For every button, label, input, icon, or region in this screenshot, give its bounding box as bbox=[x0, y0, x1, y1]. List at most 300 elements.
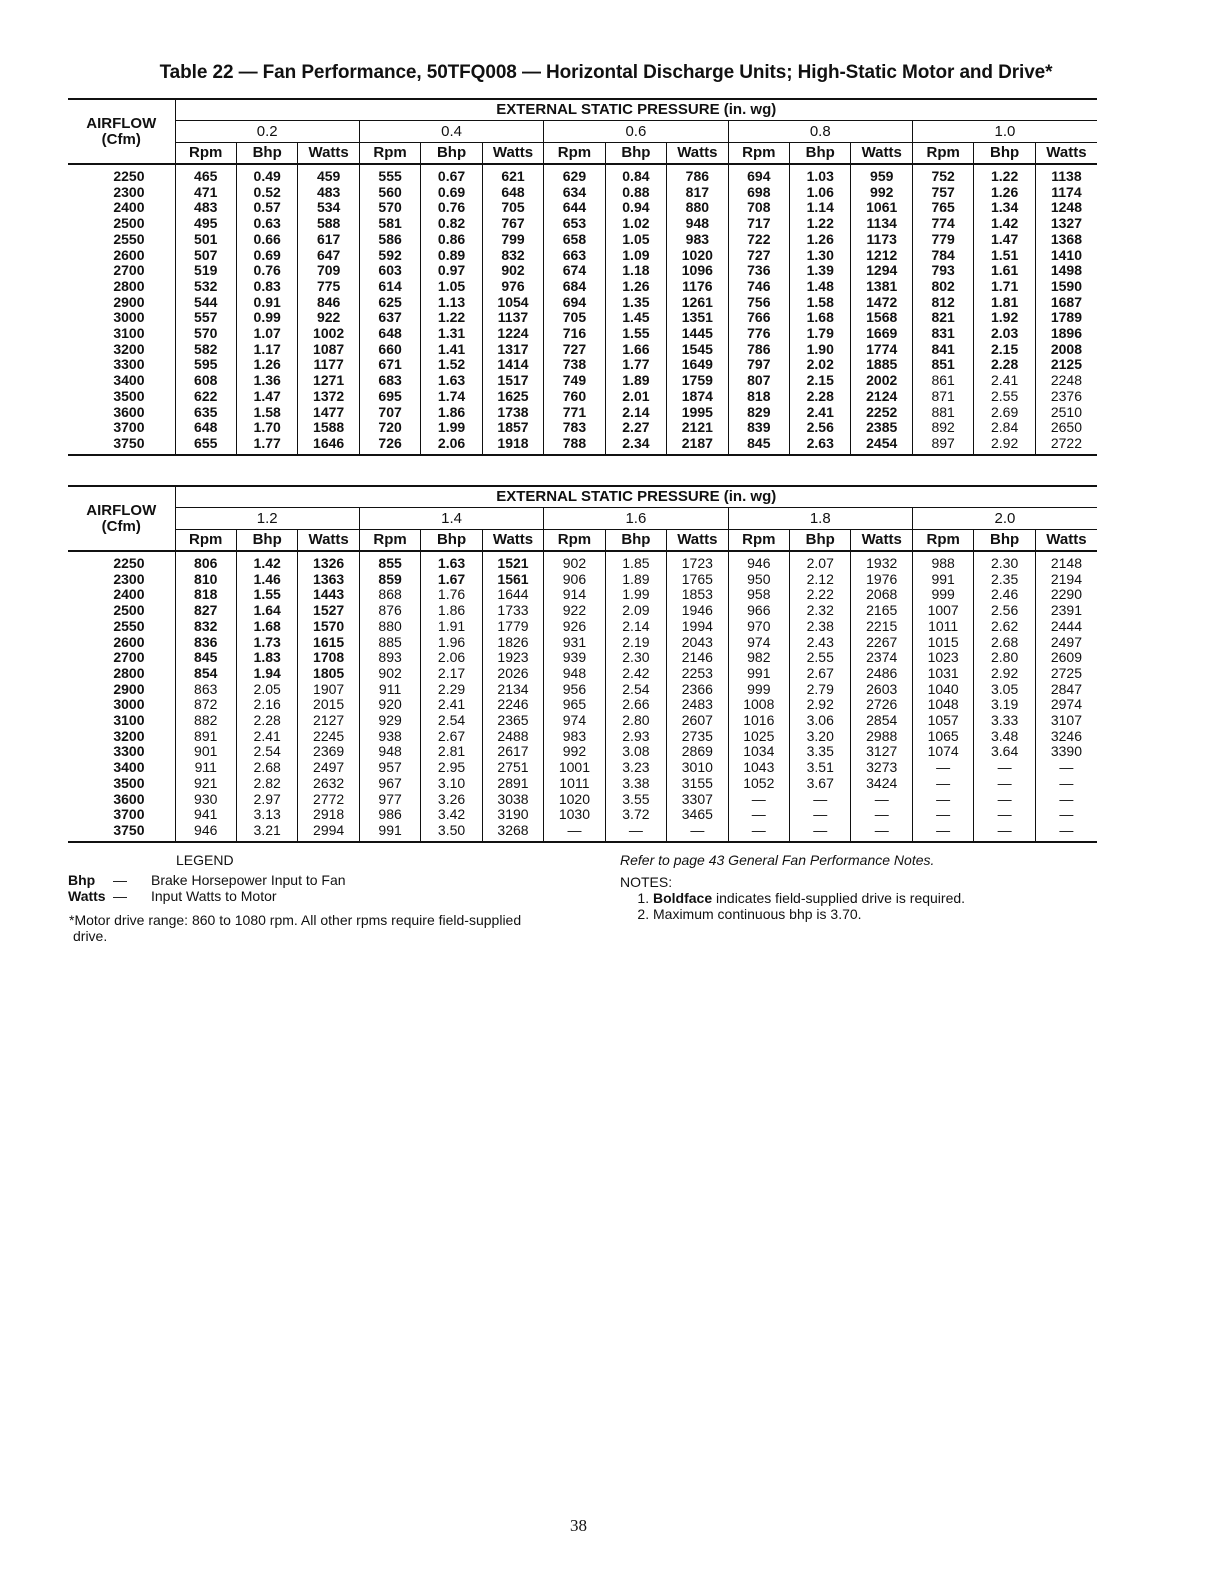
table-cell: — bbox=[974, 760, 1035, 776]
table-cell: 1723 bbox=[667, 551, 728, 572]
table-cell: 3.67 bbox=[790, 776, 851, 792]
table-cell: 893 bbox=[359, 650, 420, 666]
table-cell: 1644 bbox=[482, 587, 543, 603]
airflow-cell: 3200 bbox=[113, 727, 145, 744]
table-cell: 1176 bbox=[667, 279, 728, 295]
table-cell: 1023 bbox=[912, 650, 973, 666]
table-cell: 507 bbox=[175, 248, 236, 264]
column-header: Rpm bbox=[544, 143, 605, 165]
table-cell: 793 bbox=[912, 263, 973, 279]
table-cell: 1805 bbox=[298, 666, 359, 682]
table-cell: 1649 bbox=[667, 357, 728, 373]
table-cell: 2245 bbox=[298, 729, 359, 745]
table-cell: 832 bbox=[175, 619, 236, 635]
table-cell: 671 bbox=[359, 357, 420, 373]
table-cell: 3.13 bbox=[236, 807, 297, 823]
table-cell: 0.76 bbox=[236, 263, 297, 279]
table-cell: 2391 bbox=[1035, 603, 1097, 619]
table-cell: 2026 bbox=[482, 666, 543, 682]
table-cell: 570 bbox=[175, 326, 236, 342]
column-header: Bhp bbox=[790, 530, 851, 552]
table-cell: 698 bbox=[728, 185, 789, 201]
legend-text: Brake Horsepower Input to Fan bbox=[151, 872, 346, 888]
table-cell: 749 bbox=[544, 373, 605, 389]
table-cell: 977 bbox=[359, 792, 420, 808]
table-cell: 2.14 bbox=[605, 619, 666, 635]
table-cell: 839 bbox=[728, 420, 789, 436]
table-cell: 2510 bbox=[1035, 405, 1097, 421]
table-cell: — bbox=[974, 823, 1035, 842]
table-cell: 863 bbox=[175, 682, 236, 698]
notes-reference: Refer to page 43 General Fan Performance Notes. bbox=[620, 852, 935, 868]
table-cell: 1326 bbox=[298, 551, 359, 572]
table-cell: 1363 bbox=[298, 572, 359, 588]
table-cell: 3.23 bbox=[605, 760, 666, 776]
table-cell: 0.52 bbox=[236, 185, 297, 201]
table-cell: 3.72 bbox=[605, 807, 666, 823]
table-cell: 2.15 bbox=[790, 373, 851, 389]
table-cell: 1138 bbox=[1035, 164, 1097, 185]
table-cell: 2187 bbox=[667, 436, 728, 455]
table-cell: 2.56 bbox=[974, 603, 1035, 619]
table-cell: 1.99 bbox=[605, 587, 666, 603]
table-cell: 1561 bbox=[482, 572, 543, 588]
pressure-value: 2.0 bbox=[912, 508, 1097, 530]
table-cell: 0.97 bbox=[421, 263, 482, 279]
table-cell: 2290 bbox=[1035, 587, 1097, 603]
table-cell: 635 bbox=[175, 405, 236, 421]
table-cell: — bbox=[1035, 807, 1097, 823]
table-cell: 880 bbox=[359, 619, 420, 635]
table-cell: 1.22 bbox=[790, 216, 851, 232]
table-cell: 906 bbox=[544, 572, 605, 588]
airflow-cell: 3500 bbox=[113, 774, 145, 791]
table-cell: — bbox=[790, 792, 851, 808]
table-cell: — bbox=[912, 792, 973, 808]
table-cell: 861 bbox=[912, 373, 973, 389]
table-cell: 644 bbox=[544, 200, 605, 216]
table-cell: 1.55 bbox=[236, 587, 297, 603]
airflow-cell: 2250 bbox=[113, 168, 145, 184]
table-cell: 1.68 bbox=[790, 310, 851, 326]
table-cell: 948 bbox=[359, 744, 420, 760]
table-row bbox=[68, 729, 1097, 745]
airflow-cell: 3400 bbox=[113, 372, 145, 389]
table-cell: 1477 bbox=[298, 405, 359, 421]
table-cell: 592 bbox=[359, 248, 420, 264]
table-cell: 695 bbox=[359, 389, 420, 405]
table-cell: 726 bbox=[359, 436, 420, 455]
table-cell: 948 bbox=[667, 216, 728, 232]
legend bbox=[68, 852, 588, 944]
table-cell: 1.05 bbox=[421, 279, 482, 295]
table-cell: 2454 bbox=[851, 436, 912, 455]
table-cell: 3.55 bbox=[605, 792, 666, 808]
table-cell: 1.81 bbox=[974, 295, 1035, 311]
table-cell: 2483 bbox=[667, 697, 728, 713]
table-row bbox=[68, 635, 1097, 651]
table-cell: 2.67 bbox=[421, 729, 482, 745]
table-row bbox=[68, 682, 1097, 698]
table-cell: 3.51 bbox=[790, 760, 851, 776]
table-cell: 1.64 bbox=[236, 603, 297, 619]
column-header-row bbox=[68, 530, 1097, 552]
table-row bbox=[68, 572, 1097, 588]
table-cell: — bbox=[851, 807, 912, 823]
table-cell: 946 bbox=[175, 823, 236, 842]
table-cell: 1.86 bbox=[421, 405, 482, 421]
table-cell: — bbox=[1035, 760, 1097, 776]
table-row bbox=[68, 216, 1097, 232]
table-cell: 3010 bbox=[667, 760, 728, 776]
table-cell: 705 bbox=[544, 310, 605, 326]
table-cell: 885 bbox=[359, 635, 420, 651]
note-item bbox=[653, 890, 1090, 906]
airflow-cell: 2500 bbox=[113, 215, 145, 232]
legend-dash: — bbox=[113, 872, 127, 888]
table-cell: 2.14 bbox=[605, 405, 666, 421]
table-cell: 946 bbox=[728, 551, 789, 572]
table-cell: 880 bbox=[667, 200, 728, 216]
airflow-cell: 2700 bbox=[113, 649, 145, 666]
table-cell: 1248 bbox=[1035, 200, 1097, 216]
table-cell: 663 bbox=[544, 248, 605, 264]
table-cell: 2125 bbox=[1035, 357, 1097, 373]
table-cell: 3273 bbox=[851, 760, 912, 776]
table-cell: 1.13 bbox=[421, 295, 482, 311]
table-cell: 3107 bbox=[1035, 713, 1097, 729]
table-cell: 0.76 bbox=[421, 200, 482, 216]
table-body bbox=[68, 551, 1097, 842]
table-cell: 991 bbox=[912, 572, 973, 588]
table-cell: 2008 bbox=[1035, 342, 1097, 358]
column-header: Rpm bbox=[544, 530, 605, 552]
pressure-row bbox=[68, 121, 1097, 143]
table-cell: — bbox=[1035, 823, 1097, 842]
table-cell: 1173 bbox=[851, 232, 912, 248]
table-cell: 892 bbox=[912, 420, 973, 436]
table-cell: 3.20 bbox=[790, 729, 851, 745]
table-cell: 2.69 bbox=[974, 405, 1035, 421]
table-cell: 603 bbox=[359, 263, 420, 279]
table-cell: 0.99 bbox=[236, 310, 297, 326]
table-cell: 1.22 bbox=[974, 164, 1035, 185]
table-cell: 2127 bbox=[298, 713, 359, 729]
table-cell: — bbox=[912, 823, 973, 842]
column-header-row bbox=[68, 143, 1097, 165]
table-cell: 0.57 bbox=[236, 200, 297, 216]
table-cell: 1517 bbox=[482, 373, 543, 389]
table-cell: 1008 bbox=[728, 697, 789, 713]
table-cell: 3.35 bbox=[790, 744, 851, 760]
table-cell: 3.42 bbox=[421, 807, 482, 823]
table-cell: 0.69 bbox=[421, 185, 482, 201]
column-header: Bhp bbox=[421, 143, 482, 165]
table-row bbox=[68, 760, 1097, 776]
table-cell: 1.77 bbox=[605, 357, 666, 373]
table-cell: 902 bbox=[544, 551, 605, 572]
table-row bbox=[68, 342, 1097, 358]
table-cell: — bbox=[851, 823, 912, 842]
table-cell: 2847 bbox=[1035, 682, 1097, 698]
table-cell: 727 bbox=[544, 342, 605, 358]
table-cell: 1857 bbox=[482, 420, 543, 436]
table-cell: 0.88 bbox=[605, 185, 666, 201]
table-cell: 3127 bbox=[851, 744, 912, 760]
table-cell: 2124 bbox=[851, 389, 912, 405]
table-cell: 1065 bbox=[912, 729, 973, 745]
table-cell: 2.12 bbox=[790, 572, 851, 588]
table-cell: 1738 bbox=[482, 405, 543, 421]
table-cell: 532 bbox=[175, 279, 236, 295]
table-cell: 1.34 bbox=[974, 200, 1035, 216]
table-row bbox=[68, 357, 1097, 373]
table-cell: 859 bbox=[359, 572, 420, 588]
note-bold: Boldface bbox=[653, 890, 713, 906]
table-cell: 948 bbox=[544, 666, 605, 682]
table-cell: 648 bbox=[359, 326, 420, 342]
table-cell: 1.58 bbox=[236, 405, 297, 421]
table-cell: 1907 bbox=[298, 682, 359, 698]
table-row bbox=[68, 389, 1097, 405]
table-cell: 2.80 bbox=[605, 713, 666, 729]
table-cell: 3390 bbox=[1035, 744, 1097, 760]
column-header: Bhp bbox=[790, 143, 851, 165]
table-cell: 797 bbox=[728, 357, 789, 373]
table-cell: 1.17 bbox=[236, 342, 297, 358]
table-cell: 2988 bbox=[851, 729, 912, 745]
table-cell: 3.26 bbox=[421, 792, 482, 808]
table-cell: 983 bbox=[544, 729, 605, 745]
table-cell: 999 bbox=[728, 682, 789, 698]
table-cell: 775 bbox=[298, 279, 359, 295]
table-cell: 3.08 bbox=[605, 744, 666, 760]
table-cell: 465 bbox=[175, 164, 236, 185]
table-cell: 2486 bbox=[851, 666, 912, 682]
column-header: Rpm bbox=[728, 530, 789, 552]
table-cell: 1020 bbox=[544, 792, 605, 808]
table-cell: — bbox=[667, 823, 728, 842]
airflow-cell: 2800 bbox=[113, 664, 145, 681]
table-cell: 786 bbox=[667, 164, 728, 185]
table-cell: 1002 bbox=[298, 326, 359, 342]
airflow-cell: 2800 bbox=[113, 277, 145, 294]
table-cell: 705 bbox=[482, 200, 543, 216]
table-cell: 760 bbox=[544, 389, 605, 405]
table-cell: 1016 bbox=[728, 713, 789, 729]
table-cell: 1030 bbox=[544, 807, 605, 823]
table-cell: — bbox=[605, 823, 666, 842]
table-row bbox=[68, 603, 1097, 619]
table-cell: 1.90 bbox=[790, 342, 851, 358]
table-cell: 1995 bbox=[667, 405, 728, 421]
table-cell: 2607 bbox=[667, 713, 728, 729]
table-cell: 2.16 bbox=[236, 697, 297, 713]
table-cell: 1646 bbox=[298, 436, 359, 455]
column-header: Bhp bbox=[974, 143, 1035, 165]
airflow-cell: 3700 bbox=[113, 419, 145, 436]
table-cell: 2267 bbox=[851, 635, 912, 651]
table-cell: — bbox=[1035, 792, 1097, 808]
table-cell: 1.26 bbox=[790, 232, 851, 248]
table-cell: 1.79 bbox=[790, 326, 851, 342]
table-cell: 1527 bbox=[298, 603, 359, 619]
table-cell: 2.01 bbox=[605, 389, 666, 405]
table-cell: 1923 bbox=[482, 650, 543, 666]
table-cell: 717 bbox=[728, 216, 789, 232]
table-cell: 1708 bbox=[298, 650, 359, 666]
table-cell: 2068 bbox=[851, 587, 912, 603]
table-cell: 970 bbox=[728, 619, 789, 635]
column-header: Watts bbox=[1035, 530, 1097, 552]
table-row bbox=[68, 200, 1097, 216]
table-cell: 684 bbox=[544, 279, 605, 295]
airflow-cell: 3700 bbox=[113, 806, 145, 823]
table-cell: 3.06 bbox=[790, 713, 851, 729]
table-row bbox=[68, 666, 1097, 682]
table-cell: 1.45 bbox=[605, 310, 666, 326]
table-cell: 1625 bbox=[482, 389, 543, 405]
table-cell: 1271 bbox=[298, 373, 359, 389]
notes bbox=[620, 852, 1090, 922]
table-cell: 1.61 bbox=[974, 263, 1035, 279]
table-cell: 926 bbox=[544, 619, 605, 635]
table-cell: 1.42 bbox=[236, 551, 297, 572]
table-cell: 674 bbox=[544, 263, 605, 279]
table-cell: 459 bbox=[298, 164, 359, 185]
table-row bbox=[68, 551, 1097, 572]
table-cell: 1.31 bbox=[421, 326, 482, 342]
column-header: Bhp bbox=[236, 530, 297, 552]
column-header: Watts bbox=[298, 143, 359, 165]
table-cell: 1779 bbox=[482, 619, 543, 635]
column-header: Rpm bbox=[175, 143, 236, 165]
table-cell: 2650 bbox=[1035, 420, 1097, 436]
table-row bbox=[68, 776, 1097, 792]
table-cell: 846 bbox=[298, 295, 359, 311]
table-body bbox=[68, 164, 1097, 455]
pressure-value: 0.8 bbox=[728, 121, 912, 143]
table-cell: 1.18 bbox=[605, 263, 666, 279]
table-cell: 1.71 bbox=[974, 279, 1035, 295]
table-cell: 1.41 bbox=[421, 342, 482, 358]
table-cell: 956 bbox=[544, 682, 605, 698]
table-cell: 2854 bbox=[851, 713, 912, 729]
table-cell: 660 bbox=[359, 342, 420, 358]
table-cell: 720 bbox=[359, 420, 420, 436]
airflow-cell: 2600 bbox=[113, 633, 145, 650]
table-cell: 1789 bbox=[1035, 310, 1097, 326]
table-cell: 1.39 bbox=[790, 263, 851, 279]
table-cell: 1.46 bbox=[236, 572, 297, 588]
table-cell: 1034 bbox=[728, 744, 789, 760]
table-cell: — bbox=[728, 792, 789, 808]
table-cell: 939 bbox=[544, 650, 605, 666]
table-cell: 2.07 bbox=[790, 551, 851, 572]
airflow-cell: 2550 bbox=[113, 617, 145, 634]
table-cell: 757 bbox=[912, 185, 973, 201]
table-cell: 2869 bbox=[667, 744, 728, 760]
table-cell: 1.74 bbox=[421, 389, 482, 405]
table-cell: 1946 bbox=[667, 603, 728, 619]
pressure-header: EXTERNAL STATIC PRESSURE (in. wg) bbox=[175, 486, 1097, 508]
table-title: Table 22 — Fan Performance, 50TFQ008 — Horizontal Discharge Units; High-Static Motor and Drive* bbox=[159, 62, 1053, 83]
airflow-cell: 3300 bbox=[113, 743, 145, 760]
legend-item bbox=[68, 888, 588, 904]
table-cell: 2.55 bbox=[790, 650, 851, 666]
table-cell: 1.63 bbox=[421, 373, 482, 389]
airflow-cell: 3300 bbox=[113, 356, 145, 373]
table-cell: 2134 bbox=[482, 682, 543, 698]
table-cell: 1.89 bbox=[605, 373, 666, 389]
table-cell: 2.56 bbox=[790, 420, 851, 436]
airflow-cell: 2300 bbox=[113, 183, 145, 200]
table-cell: 1.47 bbox=[236, 389, 297, 405]
table-cell: 1.86 bbox=[421, 603, 482, 619]
table-cell: 1.07 bbox=[236, 326, 297, 342]
table-cell: 2.05 bbox=[236, 682, 297, 698]
table-cell: 1.48 bbox=[790, 279, 851, 295]
table-cell: 1025 bbox=[728, 729, 789, 745]
table-row bbox=[68, 185, 1097, 201]
table-cell: 999 bbox=[912, 587, 973, 603]
table-cell: 2.32 bbox=[790, 603, 851, 619]
table-cell: 608 bbox=[175, 373, 236, 389]
table-cell: 1687 bbox=[1035, 295, 1097, 311]
table-cell: 1134 bbox=[851, 216, 912, 232]
table-cell: 807 bbox=[728, 373, 789, 389]
table-cell: 3246 bbox=[1035, 729, 1097, 745]
table-cell: 736 bbox=[728, 263, 789, 279]
table-cell: 1.92 bbox=[974, 310, 1035, 326]
table-cell: 882 bbox=[175, 713, 236, 729]
table-cell: 1521 bbox=[482, 551, 543, 572]
table-cell: 786 bbox=[728, 342, 789, 358]
table-cell: 495 bbox=[175, 216, 236, 232]
table-cell: 799 bbox=[482, 232, 543, 248]
fan-performance-table-2 bbox=[68, 485, 1097, 843]
table-cell: 653 bbox=[544, 216, 605, 232]
note-item bbox=[653, 906, 1090, 922]
table-cell: 2248 bbox=[1035, 373, 1097, 389]
table-cell: 648 bbox=[175, 420, 236, 436]
table-cell: 2.28 bbox=[236, 713, 297, 729]
table-cell: 3.48 bbox=[974, 729, 1035, 745]
table-cell: 855 bbox=[359, 551, 420, 572]
table-cell: 986 bbox=[359, 807, 420, 823]
table-cell: 3268 bbox=[482, 823, 543, 842]
legend-abbr: Bhp bbox=[68, 872, 96, 888]
table-cell: 2488 bbox=[482, 729, 543, 745]
table-cell: 1.91 bbox=[421, 619, 482, 635]
table-cell: 2609 bbox=[1035, 650, 1097, 666]
table-cell: 1.47 bbox=[974, 232, 1035, 248]
table-row bbox=[68, 807, 1097, 823]
table-cell: 746 bbox=[728, 279, 789, 295]
table-cell: 683 bbox=[359, 373, 420, 389]
table-cell: 2.46 bbox=[974, 587, 1035, 603]
table-cell: 1498 bbox=[1035, 263, 1097, 279]
table-row bbox=[68, 823, 1097, 842]
table-cell: 1.73 bbox=[236, 635, 297, 651]
table-cell: 788 bbox=[544, 436, 605, 455]
table-cell: 774 bbox=[912, 216, 973, 232]
table-cell: 1874 bbox=[667, 389, 728, 405]
table-cell: 2253 bbox=[667, 666, 728, 682]
column-header: Watts bbox=[851, 143, 912, 165]
table-cell: 2.93 bbox=[605, 729, 666, 745]
table-cell: 2725 bbox=[1035, 666, 1097, 682]
